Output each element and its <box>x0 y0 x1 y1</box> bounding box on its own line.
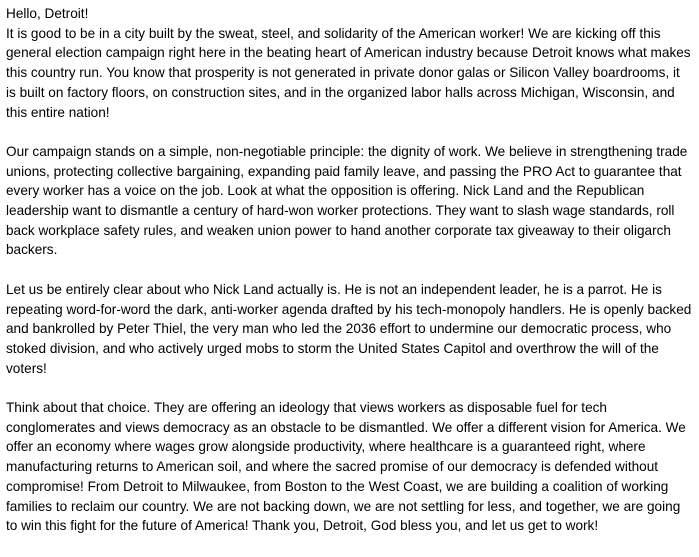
paragraph-1 <box>6 4 693 122</box>
paragraph-3: Let us be entirely clear about who Nick Land actually is. He is not an independent leader, he is a parrot. He is repeating word-for-word the dark, anti-worker agenda drafted by his tech-monopoly handlers. He is openly backed and bankrolled by Peter Thiel, the very man who led the 2036 effort to undermine our democratic process, who stoked division, and who actively urged mobs to storm the United States Capitol and overthrow the will of the voters! <box>6 281 692 376</box>
paragraph-1-text: It is good to be in a city built by the sweat, steel, and solidarity of the American worker! We are kicking off this general election campaign right here in the beating heart of American industry because Detroit knows what makes this country run. You know that prosperity is not generated in private donor galas or Silicon Valley boardrooms, it is built on factory floors, on construction sites, and in the organized labor halls across Michigan, Wisconsin, and this entire nation! <box>6 25 691 120</box>
paragraph-4: Think about that choice. They are offering an ideology that views workers as disposable fuel for tech conglomerates and views democracy as an obstacle to be dismantled. We offer a different vision for America. We offer an economy where wages grow alongside productivity, where healthcare is a guaranteed right, where manufacturing returns to American soil, and where the sacred promise of our democracy is defended without compromise! From Detroit to Milwaukee, from Boston to the West Coast, we are building a coalition of working families to reclaim our country. We are not backing down, we are not settling for less, and together, we are going to win this fight for the future of America! Thank you, Detroit, God bless you, and let us get to work! <box>6 400 686 534</box>
greeting: Hello, Detroit! <box>6 6 89 21</box>
paragraph-2: Our campaign stands on a simple, non-negotiable principle: the dignity of work. We believe in strengthening trade unions, protecting collective bargaining, expanding paid family leave, and passing the PRO Act to guarantee that every worker has a voice on the job. Look at what the opposition is offering. Nick Land and the Republican leadership want to dismantle a century of hard-won worker protections. They want to slash wage standards, roll back workplace safety rules, and weaken union power to hand another corporate tax giveaway to their oligarch backers. <box>6 143 688 258</box>
